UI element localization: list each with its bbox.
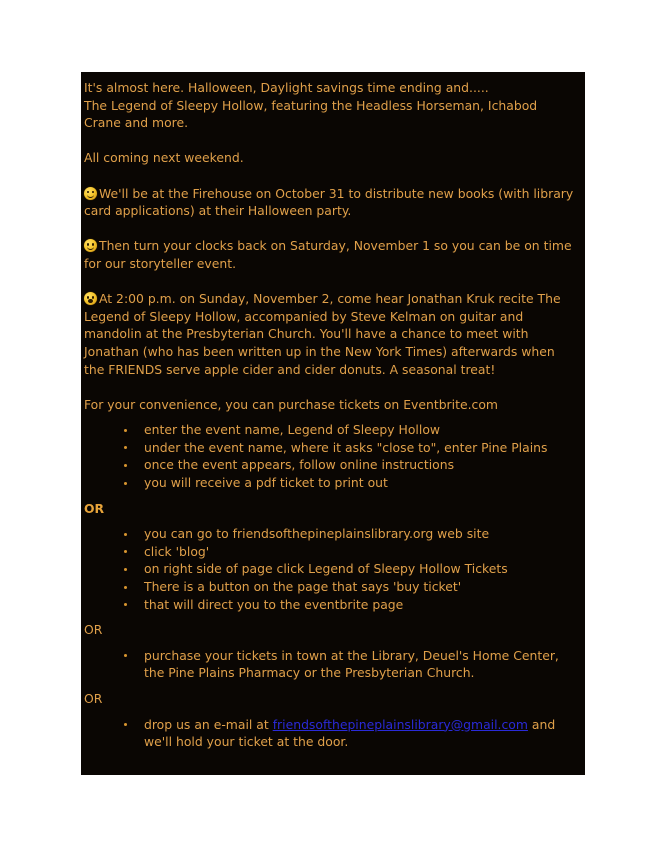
or-separator-3: OR (84, 691, 103, 706)
list-item: click 'blog' (124, 543, 577, 561)
spacer (81, 220, 585, 238)
list-item: that will direct you to the eventbrite page (124, 596, 577, 614)
list-item: purchase your tickets in town at the Library, Deuel's Home Center, the Pine Plains Pharmacy or the Presbyterian Church. (124, 647, 577, 682)
list-item: once the event appears, follow online instructions (124, 456, 577, 474)
option-3-bullet-list (81, 647, 585, 682)
spacer (81, 708, 585, 716)
smiley-face-icon (84, 239, 97, 252)
spacer (81, 613, 585, 621)
event-paragraph-3 (81, 290, 585, 378)
email-suffix-text: and we'll hold your ticket at the door. (144, 716, 556, 750)
event-text-1: We'll be at the Firehouse on October 31 to distribute new books (with library card applications) at their Halloween party. (84, 185, 574, 219)
intro-line-2: The Legend of Sleepy Hollow, featuring the Headless Horseman, Ichabod Crane and more. (84, 97, 538, 131)
tickets-intro-text: For your convenience, you can purchase tickets on Eventbrite.com (84, 396, 498, 412)
or-separator-2: OR (84, 622, 103, 638)
intro-line-3: All coming next weekend. (84, 150, 244, 166)
option-4-bullet-list (81, 716, 585, 751)
list-item: under the event name, where it asks "close to", enter Pine Plains (124, 439, 577, 457)
event-text-2: Then turn your clocks back on Saturday, November 1 so you can be on time for our storyteller event. (84, 238, 572, 271)
list-item: you can go to friendsofthepineplainslibrary.org web site (124, 525, 577, 543)
smiley-face-icon (84, 187, 97, 200)
list-item: you will receive a pdf ticket to print out (124, 474, 577, 492)
event-text-3: At 2:00 p.m. on Sunday, November 2, come hear Jonathan Kruk recite The Legend of Sleepy Hollow, accompanied by Steve Kelman on guitar and mandolin at the Presbyterian Church. You'll have a chance to meet with Jonathan (who has been written up in the New York Times) afterwards when the FRIENDS serve apple cider and cider donuts. A seasonal treat! (84, 291, 561, 377)
list-item: on right side of page click Legend of Sleepy Hollow Tickets (124, 560, 577, 578)
intro-line-1: It's almost here. Halloween, Daylight savings time ending and..... (84, 80, 489, 95)
spacer (81, 273, 585, 291)
spacer (81, 517, 585, 525)
spacer (81, 682, 585, 690)
event-paragraph-1 (81, 185, 585, 220)
spacer (81, 167, 585, 185)
spacer (81, 413, 585, 421)
list-item: There is a button on the page that says 'buy ticket' (124, 578, 577, 596)
option-2-bullet-list (81, 525, 585, 613)
list-item (124, 716, 577, 751)
email-link[interactable]: friendsofthepineplainslibrary@gmail.com (272, 716, 528, 732)
announcement-content-block (81, 72, 585, 775)
list-item: enter the event name, Legend of Sleepy Hollow (124, 421, 577, 439)
spacer (81, 639, 585, 647)
email-prefix-text: drop us an e-mail at (144, 716, 273, 732)
spacer (81, 132, 585, 150)
event-paragraph-2 (81, 237, 585, 272)
option-1-bullet-list (81, 421, 585, 491)
or-separator-1: OR (84, 500, 105, 516)
spacer (81, 378, 585, 396)
surprised-face-icon (84, 292, 97, 305)
spacer (81, 492, 585, 500)
